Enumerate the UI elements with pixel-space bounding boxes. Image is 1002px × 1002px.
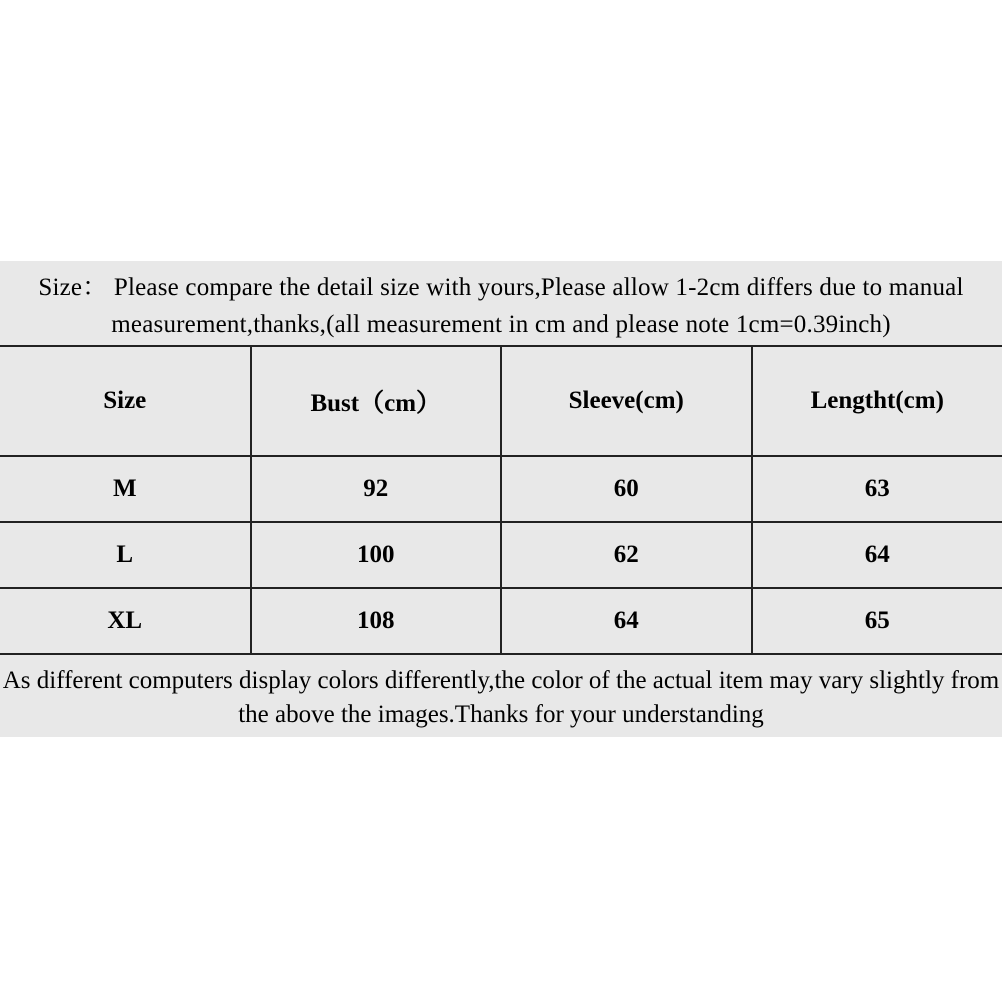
size-table xyxy=(0,345,1002,655)
length-cell: 64 xyxy=(752,522,1002,588)
sleeve-cell: 60 xyxy=(501,456,752,522)
table-row-xl xyxy=(0,588,1002,654)
table-row-l xyxy=(0,522,1002,588)
column-header-sleeve: Sleeve(cm) xyxy=(501,346,752,456)
header-row xyxy=(0,346,1002,456)
bust-cell: 108 xyxy=(251,588,502,654)
column-header-length: Lengtht(cm) xyxy=(752,346,1002,456)
size-info-panel xyxy=(0,261,1002,737)
size-note-line-2: measurement,thanks,(all measurement in cm and please note 1cm=0.39inch) xyxy=(111,311,891,338)
size-cell: M xyxy=(0,456,251,522)
length-cell: 63 xyxy=(752,456,1002,522)
size-note xyxy=(0,269,1002,343)
size-cell: XL xyxy=(0,588,251,654)
color-disclaimer xyxy=(0,664,1002,732)
size-cell: L xyxy=(0,522,251,588)
color-disclaimer-line-1: As different computers display colors differently,the color of the actual item may vary slightly from xyxy=(2,667,1000,694)
bust-cell: 92 xyxy=(251,456,502,522)
table-row-m xyxy=(0,456,1002,522)
column-header-bust: Bust（cm） xyxy=(251,346,502,456)
length-cell: 65 xyxy=(752,588,1002,654)
size-note-line-1: Size： Please compare the detail size with yours,Please allow 1-2cm differs due to manual xyxy=(38,274,964,301)
size-table-body xyxy=(0,456,1002,654)
sleeve-cell: 62 xyxy=(501,522,752,588)
size-table-header xyxy=(0,346,1002,456)
color-disclaimer-line-2: the above the images.Thanks for your understanding xyxy=(238,701,764,728)
bust-cell: 100 xyxy=(251,522,502,588)
sleeve-cell: 64 xyxy=(501,588,752,654)
column-header-size: Size xyxy=(0,346,251,456)
